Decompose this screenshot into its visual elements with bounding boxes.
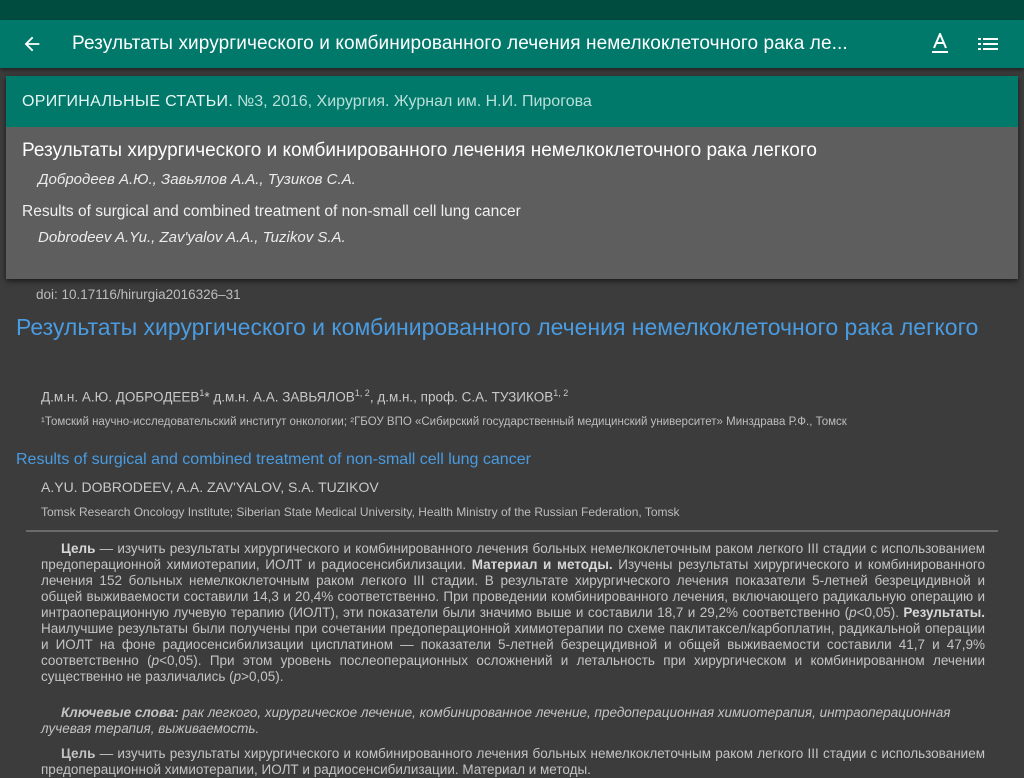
arrow-back-icon [21,33,43,55]
divider [26,530,998,532]
issue-label: №3, 2016, Хирургия. Журнал им. Н.И. Пирогова [237,92,592,110]
article-title-ru: Результаты хирургического и комбинированного лечения немелкоклеточного рака легкого [16,314,979,340]
app-bar [0,20,1024,68]
card-authors-en: Dobrodeev A.Yu., Zav'yalov A.A., Tuzikov S.A. [38,229,346,246]
affiliation-ru: ¹Томский научно-исследовательский институт онкологии; ²ГБОУ ВПО «Сибирский государственный медицинский университет» Минздрава Р.Ф., Томск [41,416,847,428]
article-authors-ru: Д.м.н. А.Ю. ДОБРОДЕЕВ$^1$* д.м.н. А.А. ЗАВЬЯЛОВ$^{1, 2}$, д.м.н., проф. С.А. ТУЗИКОВ$^{1, 2}$ [41,388,569,405]
card-title-ru: Результаты хирургического и комбинированного лечения немелкоклеточного рака легкого [22,140,817,161]
back-button[interactable] [0,20,64,68]
abstract: Цель — изучить результаты хирургического и комбинированного лечения больных немелкоклеточным раком легкого III стадии с использованием предоперационной химиотерапии, ИОЛТ и радиосенсибилизации. Материал и методы. Изучены результаты хирургического и комбинированного лечения 152 больных немелкоклеточным раком легкого III стадии. В результате хирургического лечения показатели 5-летней безрецидивной и общей выживаемости составили 14,3 и 20,4% соответственно. При проведении комбинированного лечения, включающего радикальную операцию и интраоперационную лучевую терапию (ИОЛТ), эти показатели были значимо выше и составили 18,7 и 29,2% соответственно (p<0,05). Результаты. Наилучшие результаты были получены при сочетании предоперационной химиотерапии по схеме паклитаксел/карбоплатин, радикальной операции и ИОЛТ на фоне радиосенсибилизации цисплатином — показатели 5-летней безрецидивной и общей выживаемости составили 41,7 и 47,9% соответственно (p<0,05). При этом уровень послеоперационных осложнений и летальность при хирургическом и комбинированном лечении существенно не различались (p>0,05). [41,541,985,684]
card-authors-ru: Добродеев А.Ю., Завьялов А.А., Тузиков С.А. [38,171,356,188]
card-title-en: Results of surgical and combined treatment of non-small cell lung cancer [22,203,521,220]
article-authors-en: A.YU. DOBRODEEV, A.A. ZAV'YALOV, S.A. TUZIKOV [41,479,379,495]
article-info-card [6,76,1018,279]
affiliation-en: Tomsk Research Oncology Institute; Siberian State Medical University, Health Ministry of the Russian Federation, Tomsk [41,505,680,519]
keywords: Ключевые слова: рак легкого, хирургическое лечение, комбинированное лечение, предоперационная химиотерапия, интраоперационная лучевая терапия, выживаемость. [41,705,951,736]
table-of-contents-button[interactable] [964,20,1012,68]
doi[interactable]: doi: 10.17116/hirurgia2016326–31 [36,287,241,302]
article-title-en: Results of surgical and combined treatment of non-small cell lung cancer [16,451,531,468]
text-format-button[interactable] [916,20,964,68]
app-bar-title: Результаты хирургического и комбинированного лечения немелкоклеточного рака ле... [72,33,848,54]
abstract-repeat: Цель — изучить результаты хирургического и комбинированного лечения больных немелкоклеточным раком легкого III стадии с использованием предоперационной химиотерапии, ИОЛТ и радиосенсибилизации. Материал и методы. [41,746,985,777]
list-icon [978,36,998,52]
section-label: ОРИГИНАЛЬНЫЕ СТАТЬИ. [22,92,234,110]
text-format-icon [930,33,950,55]
card-header [6,76,1018,127]
status-bar [0,0,1024,20]
